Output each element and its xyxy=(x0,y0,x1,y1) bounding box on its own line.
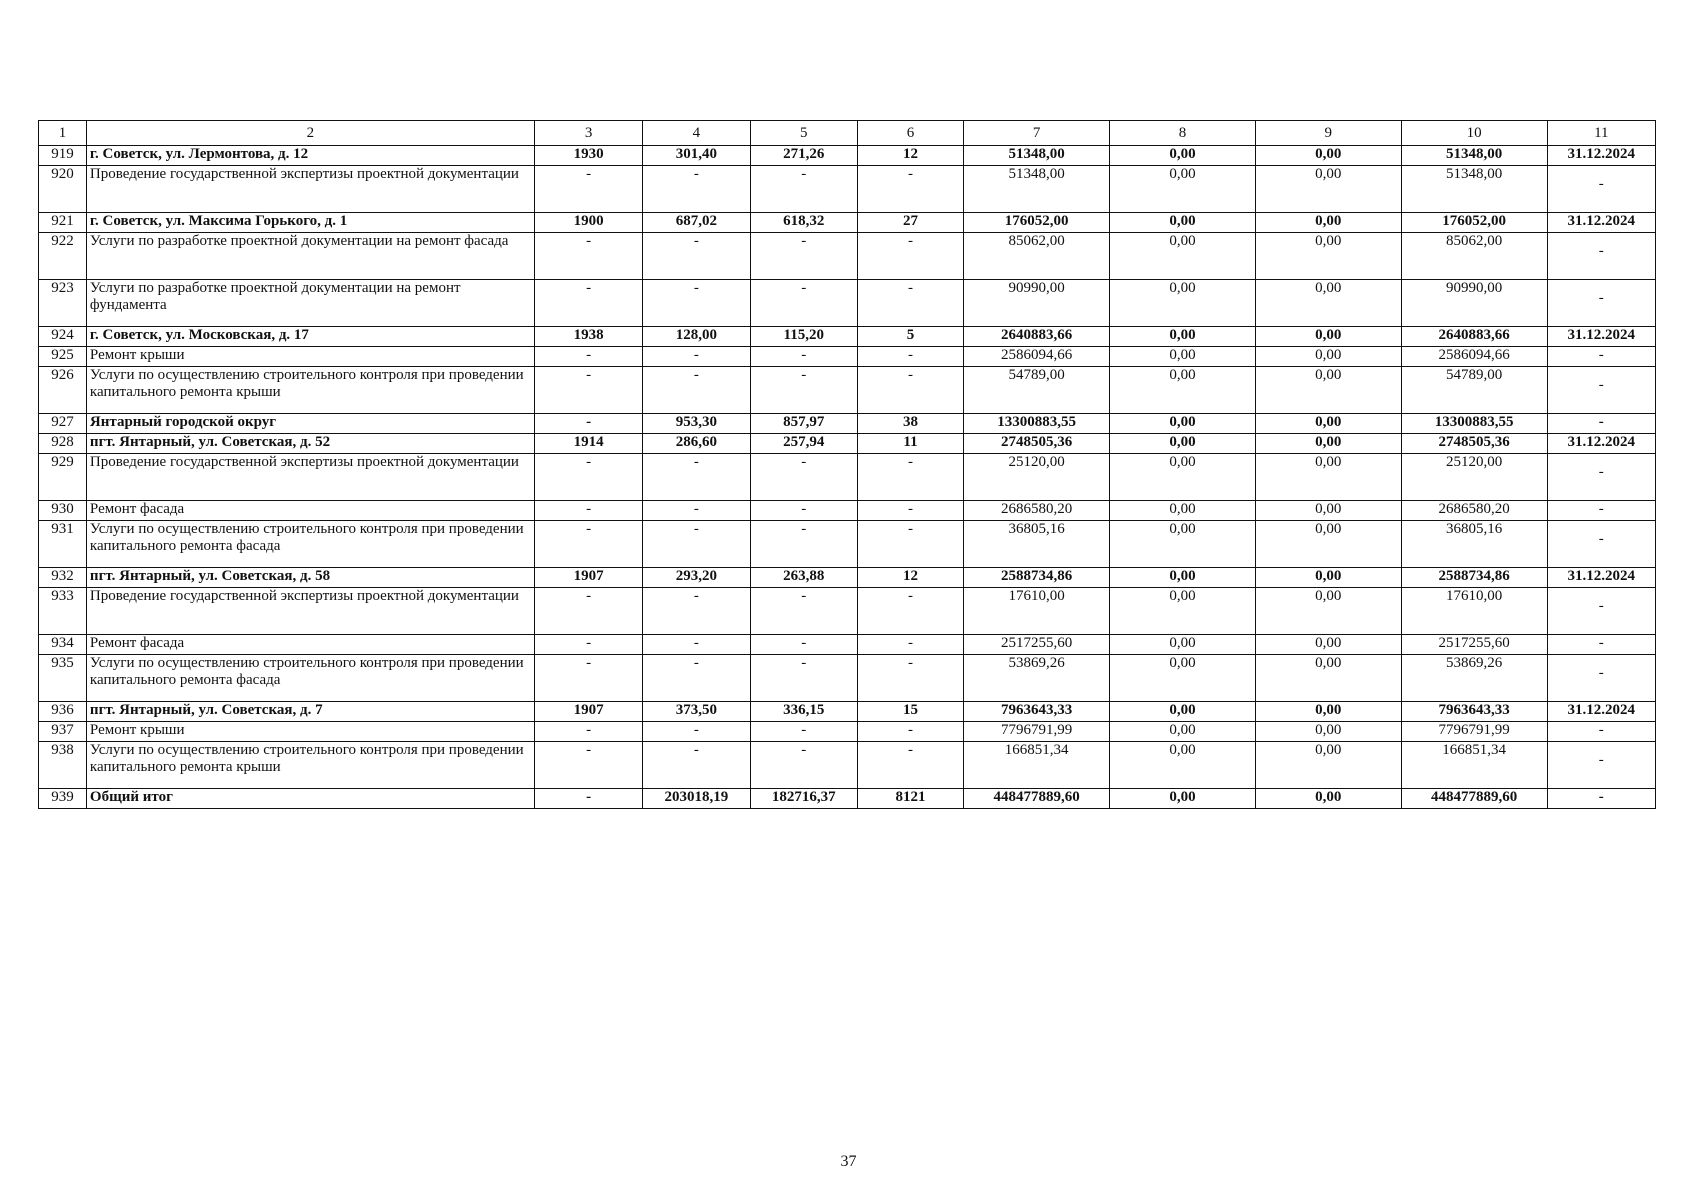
table-row xyxy=(39,414,1656,434)
living-area-cell: 336,15 xyxy=(750,702,857,722)
total-cost-cell: 51348,00 xyxy=(964,146,1110,166)
fund-cost-cell: 0,00 xyxy=(1110,233,1256,280)
year-built-cell: - xyxy=(534,367,642,414)
row-number-cell: 936 xyxy=(39,702,87,722)
owners-cost-cell: 51348,00 xyxy=(1401,166,1547,213)
item-name-cell: г. Советск, ул. Максима Горького, д. 1 xyxy=(86,213,534,233)
completion-date-cell: - xyxy=(1547,166,1655,213)
residents-count-cell: - xyxy=(857,722,963,742)
budget-cost-cell: 0,00 xyxy=(1255,702,1401,722)
completion-date-cell: - xyxy=(1547,233,1655,280)
fund-cost-cell: 0,00 xyxy=(1110,414,1256,434)
living-area-cell: - xyxy=(750,655,857,702)
residents-count-cell: 5 xyxy=(857,327,963,347)
completion-date-cell: 31.12.2024 xyxy=(1547,146,1655,166)
fund-cost-cell: 0,00 xyxy=(1110,166,1256,213)
column-header: 10 xyxy=(1401,121,1547,146)
total-area-cell: - xyxy=(643,233,750,280)
row-number-cell: 933 xyxy=(39,588,87,635)
total-area-cell: 203018,19 xyxy=(643,789,750,809)
living-area-cell: - xyxy=(750,742,857,789)
fund-cost-cell: 0,00 xyxy=(1110,635,1256,655)
item-name-cell: Услуги по осуществлению строительного контроля при проведении капитального ремонта фасада xyxy=(86,655,534,702)
owners-cost-cell: 51348,00 xyxy=(1401,146,1547,166)
total-area-cell: - xyxy=(643,655,750,702)
table-row xyxy=(39,213,1656,233)
completion-date-cell: - xyxy=(1547,635,1655,655)
year-built-cell: 1938 xyxy=(534,327,642,347)
completion-date-cell: 31.12.2024 xyxy=(1547,702,1655,722)
row-number-cell: 920 xyxy=(39,166,87,213)
year-built-cell: - xyxy=(534,454,642,501)
residents-count-cell: - xyxy=(857,347,963,367)
table-body xyxy=(39,146,1656,809)
total-area-cell: - xyxy=(643,588,750,635)
year-built-cell: - xyxy=(534,742,642,789)
living-area-cell: 115,20 xyxy=(750,327,857,347)
table-row xyxy=(39,521,1656,568)
table-row xyxy=(39,501,1656,521)
year-built-cell: - xyxy=(534,521,642,568)
table-row xyxy=(39,454,1656,501)
row-number-cell: 930 xyxy=(39,501,87,521)
living-area-cell: - xyxy=(750,280,857,327)
owners-cost-cell: 36805,16 xyxy=(1401,521,1547,568)
residents-count-cell: - xyxy=(857,367,963,414)
total-area-cell: 953,30 xyxy=(643,414,750,434)
owners-cost-cell: 448477889,60 xyxy=(1401,789,1547,809)
budget-cost-cell: 0,00 xyxy=(1255,454,1401,501)
year-built-cell: - xyxy=(534,635,642,655)
owners-cost-cell: 2586094,66 xyxy=(1401,347,1547,367)
residents-count-cell: - xyxy=(857,588,963,635)
table-row xyxy=(39,166,1656,213)
total-cost-cell: 13300883,55 xyxy=(964,414,1110,434)
row-number-cell: 926 xyxy=(39,367,87,414)
budget-cost-cell: 0,00 xyxy=(1255,568,1401,588)
fund-cost-cell: 0,00 xyxy=(1110,501,1256,521)
residents-count-cell: 8121 xyxy=(857,789,963,809)
total-area-cell: - xyxy=(643,166,750,213)
budget-cost-cell: 0,00 xyxy=(1255,434,1401,454)
owners-cost-cell: 2686580,20 xyxy=(1401,501,1547,521)
living-area-cell: - xyxy=(750,521,857,568)
completion-date-cell: - xyxy=(1547,280,1655,327)
row-number-cell: 927 xyxy=(39,414,87,434)
year-built-cell: - xyxy=(534,588,642,635)
item-name-cell: г. Советск, ул. Московская, д. 17 xyxy=(86,327,534,347)
total-cost-cell: 166851,34 xyxy=(964,742,1110,789)
budget-cost-cell: 0,00 xyxy=(1255,233,1401,280)
column-header: 2 xyxy=(86,121,534,146)
item-name-cell: Проведение государственной экспертизы проектной документации xyxy=(86,166,534,213)
completion-date-cell: 31.12.2024 xyxy=(1547,213,1655,233)
residents-count-cell: - xyxy=(857,742,963,789)
budget-cost-cell: 0,00 xyxy=(1255,588,1401,635)
row-number-cell: 925 xyxy=(39,347,87,367)
total-cost-cell: 2686580,20 xyxy=(964,501,1110,521)
total-cost-cell: 90990,00 xyxy=(964,280,1110,327)
item-name-cell: Общий итог xyxy=(86,789,534,809)
row-number-cell: 934 xyxy=(39,635,87,655)
table-row xyxy=(39,280,1656,327)
total-cost-cell: 2517255,60 xyxy=(964,635,1110,655)
living-area-cell: 857,97 xyxy=(750,414,857,434)
total-area-cell: - xyxy=(643,347,750,367)
row-number-cell: 935 xyxy=(39,655,87,702)
owners-cost-cell: 85062,00 xyxy=(1401,233,1547,280)
owners-cost-cell: 90990,00 xyxy=(1401,280,1547,327)
item-name-cell: Ремонт крыши xyxy=(86,722,534,742)
item-name-cell: Услуги по осуществлению строительного контроля при проведении капитального ремонта крыши xyxy=(86,742,534,789)
total-cost-cell: 2586094,66 xyxy=(964,347,1110,367)
item-name-cell: Ремонт крыши xyxy=(86,347,534,367)
budget-cost-cell: 0,00 xyxy=(1255,655,1401,702)
table-row xyxy=(39,789,1656,809)
table-row xyxy=(39,434,1656,454)
fund-cost-cell: 0,00 xyxy=(1110,655,1256,702)
living-area-cell: - xyxy=(750,367,857,414)
row-number-cell: 923 xyxy=(39,280,87,327)
column-header: 11 xyxy=(1547,121,1655,146)
owners-cost-cell: 25120,00 xyxy=(1401,454,1547,501)
living-area-cell: 263,88 xyxy=(750,568,857,588)
table-row xyxy=(39,722,1656,742)
row-number-cell: 931 xyxy=(39,521,87,568)
row-number-cell: 932 xyxy=(39,568,87,588)
completion-date-cell: - xyxy=(1547,367,1655,414)
total-area-cell: - xyxy=(643,521,750,568)
item-name-cell: Ремонт фасада xyxy=(86,635,534,655)
table-row xyxy=(39,702,1656,722)
living-area-cell: - xyxy=(750,722,857,742)
total-cost-cell: 25120,00 xyxy=(964,454,1110,501)
budget-cost-cell: 0,00 xyxy=(1255,280,1401,327)
residents-count-cell: 15 xyxy=(857,702,963,722)
completion-date-cell: 31.12.2024 xyxy=(1547,327,1655,347)
row-number-cell: 939 xyxy=(39,789,87,809)
item-name-cell: Услуги по разработке проектной документации на ремонт фасада xyxy=(86,233,534,280)
total-cost-cell: 54789,00 xyxy=(964,367,1110,414)
year-built-cell: 1930 xyxy=(534,146,642,166)
fund-cost-cell: 0,00 xyxy=(1110,213,1256,233)
item-name-cell: Услуги по осуществлению строительного контроля при проведении капитального ремонта крыши xyxy=(86,367,534,414)
owners-cost-cell: 7963643,33 xyxy=(1401,702,1547,722)
residents-count-cell: - xyxy=(857,521,963,568)
total-area-cell: 286,60 xyxy=(643,434,750,454)
owners-cost-cell: 2748505,36 xyxy=(1401,434,1547,454)
budget-cost-cell: 0,00 xyxy=(1255,501,1401,521)
owners-cost-cell: 13300883,55 xyxy=(1401,414,1547,434)
fund-cost-cell: 0,00 xyxy=(1110,347,1256,367)
total-area-cell: - xyxy=(643,501,750,521)
total-area-cell: - xyxy=(643,635,750,655)
completion-date-cell: - xyxy=(1547,655,1655,702)
owners-cost-cell: 2517255,60 xyxy=(1401,635,1547,655)
owners-cost-cell: 53869,26 xyxy=(1401,655,1547,702)
item-name-cell: Проведение государственной экспертизы проектной документации xyxy=(86,588,534,635)
residents-count-cell: - xyxy=(857,501,963,521)
year-built-cell: 1907 xyxy=(534,702,642,722)
fund-cost-cell: 0,00 xyxy=(1110,367,1256,414)
residents-count-cell: 11 xyxy=(857,434,963,454)
living-area-cell: - xyxy=(750,233,857,280)
budget-cost-cell: 0,00 xyxy=(1255,146,1401,166)
fund-cost-cell: 0,00 xyxy=(1110,434,1256,454)
fund-cost-cell: 0,00 xyxy=(1110,588,1256,635)
year-built-cell: - xyxy=(534,501,642,521)
item-name-cell: пгт. Янтарный, ул. Советская, д. 58 xyxy=(86,568,534,588)
row-number-cell: 924 xyxy=(39,327,87,347)
living-area-cell: - xyxy=(750,166,857,213)
year-built-cell: - xyxy=(534,414,642,434)
total-cost-cell: 51348,00 xyxy=(964,166,1110,213)
table-row xyxy=(39,568,1656,588)
fund-cost-cell: 0,00 xyxy=(1110,280,1256,327)
residents-count-cell: 12 xyxy=(857,146,963,166)
column-header: 7 xyxy=(964,121,1110,146)
fund-cost-cell: 0,00 xyxy=(1110,702,1256,722)
total-area-cell: 128,00 xyxy=(643,327,750,347)
item-name-cell: Ремонт фасада xyxy=(86,501,534,521)
total-area-cell: 687,02 xyxy=(643,213,750,233)
item-name-cell: Услуги по разработке проектной документации на ремонт фундамента xyxy=(86,280,534,327)
total-area-cell: 373,50 xyxy=(643,702,750,722)
budget-cost-cell: 0,00 xyxy=(1255,414,1401,434)
column-header: 8 xyxy=(1110,121,1256,146)
living-area-cell: - xyxy=(750,454,857,501)
budget-cost-cell: 0,00 xyxy=(1255,722,1401,742)
row-number-cell: 919 xyxy=(39,146,87,166)
fund-cost-cell: 0,00 xyxy=(1110,521,1256,568)
total-cost-cell: 17610,00 xyxy=(964,588,1110,635)
table-row xyxy=(39,635,1656,655)
item-name-cell: пгт. Янтарный, ул. Советская, д. 52 xyxy=(86,434,534,454)
item-name-cell: Янтарный городской округ xyxy=(86,414,534,434)
completion-date-cell: - xyxy=(1547,521,1655,568)
item-name-cell: пгт. Янтарный, ул. Советская, д. 7 xyxy=(86,702,534,722)
year-built-cell: 1907 xyxy=(534,568,642,588)
total-area-cell: 301,40 xyxy=(643,146,750,166)
fund-cost-cell: 0,00 xyxy=(1110,789,1256,809)
year-built-cell: 1900 xyxy=(534,213,642,233)
total-area-cell: 293,20 xyxy=(643,568,750,588)
living-area-cell: 182716,37 xyxy=(750,789,857,809)
budget-cost-cell: 0,00 xyxy=(1255,521,1401,568)
total-cost-cell: 2588734,86 xyxy=(964,568,1110,588)
table-row xyxy=(39,146,1656,166)
residents-count-cell: - xyxy=(857,233,963,280)
residents-count-cell: - xyxy=(857,655,963,702)
completion-date-cell: 31.12.2024 xyxy=(1547,568,1655,588)
residents-count-cell: - xyxy=(857,166,963,213)
total-cost-cell: 2748505,36 xyxy=(964,434,1110,454)
owners-cost-cell: 176052,00 xyxy=(1401,213,1547,233)
total-cost-cell: 36805,16 xyxy=(964,521,1110,568)
column-header: 9 xyxy=(1255,121,1401,146)
owners-cost-cell: 2588734,86 xyxy=(1401,568,1547,588)
completion-date-cell: - xyxy=(1547,347,1655,367)
budget-cost-cell: 0,00 xyxy=(1255,742,1401,789)
living-area-cell: 257,94 xyxy=(750,434,857,454)
residents-count-cell: - xyxy=(857,280,963,327)
column-header: 4 xyxy=(643,121,750,146)
total-cost-cell: 2640883,66 xyxy=(964,327,1110,347)
year-built-cell: 1914 xyxy=(534,434,642,454)
completion-date-cell: - xyxy=(1547,454,1655,501)
column-header: 5 xyxy=(750,121,857,146)
completion-date-cell: - xyxy=(1547,742,1655,789)
completion-date-cell: - xyxy=(1547,722,1655,742)
fund-cost-cell: 0,00 xyxy=(1110,722,1256,742)
column-header: 3 xyxy=(534,121,642,146)
total-cost-cell: 176052,00 xyxy=(964,213,1110,233)
living-area-cell: 271,26 xyxy=(750,146,857,166)
residents-count-cell: 27 xyxy=(857,213,963,233)
year-built-cell: - xyxy=(534,166,642,213)
year-built-cell: - xyxy=(534,347,642,367)
budget-cost-cell: 0,00 xyxy=(1255,367,1401,414)
completion-date-cell: - xyxy=(1547,414,1655,434)
completion-date-cell: 31.12.2024 xyxy=(1547,434,1655,454)
total-cost-cell: 7963643,33 xyxy=(964,702,1110,722)
item-name-cell: Услуги по осуществлению строительного контроля при проведении капитального ремонта фасада xyxy=(86,521,534,568)
column-number-row xyxy=(39,121,1656,146)
row-number-cell: 921 xyxy=(39,213,87,233)
budget-cost-cell: 0,00 xyxy=(1255,166,1401,213)
budget-cost-cell: 0,00 xyxy=(1255,789,1401,809)
total-area-cell: - xyxy=(643,742,750,789)
fund-cost-cell: 0,00 xyxy=(1110,568,1256,588)
row-number-cell: 922 xyxy=(39,233,87,280)
fund-cost-cell: 0,00 xyxy=(1110,454,1256,501)
residents-count-cell: 12 xyxy=(857,568,963,588)
total-area-cell: - xyxy=(643,280,750,327)
residents-count-cell: - xyxy=(857,635,963,655)
fund-cost-cell: 0,00 xyxy=(1110,327,1256,347)
owners-cost-cell: 166851,34 xyxy=(1401,742,1547,789)
residents-count-cell: - xyxy=(857,454,963,501)
owners-cost-cell: 2640883,66 xyxy=(1401,327,1547,347)
fund-cost-cell: 0,00 xyxy=(1110,742,1256,789)
table-row xyxy=(39,367,1656,414)
table-row xyxy=(39,588,1656,635)
owners-cost-cell: 54789,00 xyxy=(1401,367,1547,414)
completion-date-cell: - xyxy=(1547,588,1655,635)
total-area-cell: - xyxy=(643,367,750,414)
year-built-cell: - xyxy=(534,233,642,280)
item-name-cell: г. Советск, ул. Лермонтова, д. 12 xyxy=(86,146,534,166)
year-built-cell: - xyxy=(534,280,642,327)
table-row xyxy=(39,742,1656,789)
page-number: 37 xyxy=(840,1153,857,1170)
column-header: 6 xyxy=(857,121,963,146)
living-area-cell: 618,32 xyxy=(750,213,857,233)
row-number-cell: 929 xyxy=(39,454,87,501)
column-header: 1 xyxy=(39,121,87,146)
residents-count-cell: 38 xyxy=(857,414,963,434)
fund-cost-cell: 0,00 xyxy=(1110,146,1256,166)
total-area-cell: - xyxy=(643,722,750,742)
table-row xyxy=(39,655,1656,702)
owners-cost-cell: 7796791,99 xyxy=(1401,722,1547,742)
year-built-cell: - xyxy=(534,722,642,742)
table-row xyxy=(39,347,1656,367)
repair-program-table xyxy=(38,120,1656,809)
total-cost-cell: 448477889,60 xyxy=(964,789,1110,809)
owners-cost-cell: 17610,00 xyxy=(1401,588,1547,635)
completion-date-cell: - xyxy=(1547,789,1655,809)
table-row xyxy=(39,327,1656,347)
total-cost-cell: 85062,00 xyxy=(964,233,1110,280)
budget-cost-cell: 0,00 xyxy=(1255,327,1401,347)
table-row xyxy=(39,233,1656,280)
living-area-cell: - xyxy=(750,347,857,367)
budget-cost-cell: 0,00 xyxy=(1255,635,1401,655)
item-name-cell: Проведение государственной экспертизы проектной документации xyxy=(86,454,534,501)
budget-cost-cell: 0,00 xyxy=(1255,213,1401,233)
budget-cost-cell: 0,00 xyxy=(1255,347,1401,367)
total-cost-cell: 53869,26 xyxy=(964,655,1110,702)
row-number-cell: 928 xyxy=(39,434,87,454)
year-built-cell: - xyxy=(534,655,642,702)
living-area-cell: - xyxy=(750,588,857,635)
completion-date-cell: - xyxy=(1547,501,1655,521)
row-number-cell: 938 xyxy=(39,742,87,789)
year-built-cell: - xyxy=(534,789,642,809)
total-area-cell: - xyxy=(643,454,750,501)
living-area-cell: - xyxy=(750,635,857,655)
total-cost-cell: 7796791,99 xyxy=(964,722,1110,742)
living-area-cell: - xyxy=(750,501,857,521)
row-number-cell: 937 xyxy=(39,722,87,742)
